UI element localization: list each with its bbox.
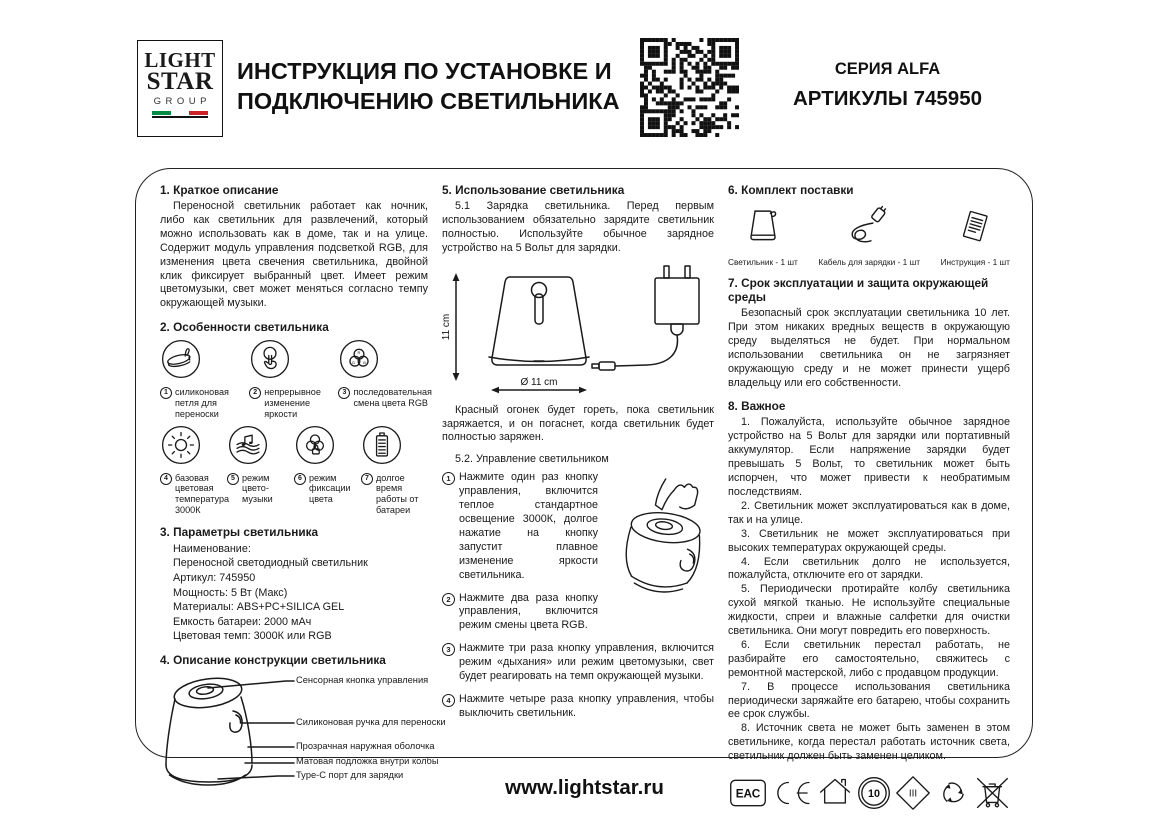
sun-icon <box>160 453 202 470</box>
important-item: 5. Периодически протирайте колбу светильника сухой мягкой тканью. Не используйте специальные жидкости, спреи и влажные салфетки для очистки светильника. Они могут повредить его поверхность. <box>728 583 1010 638</box>
parameter-line: Материалы: ABS+PC+SILICA GEL <box>173 601 345 614</box>
kit-item <box>728 203 798 267</box>
lamp-with-charger-drawing <box>442 264 714 398</box>
construction-label: Сенсорная кнопка управления <box>296 674 429 685</box>
features-row-1 <box>160 338 432 419</box>
finger-press-illustration <box>606 473 718 623</box>
kit-item-label: Инструкция - 1 шт <box>940 257 1010 267</box>
logo-text: STAR <box>146 68 214 95</box>
step-text: Нажмите три раза кнопку управления, включится режим «дыхания» или режим цветомузыки, свет будет реагировать на темп окружающей музыки. <box>459 642 714 683</box>
important-item: 6. Если светильник перестал работать, не разбирайте его самостоятельно, свяжитесь с ремонтной мастерской, либо с продавцом продукции. <box>728 638 1010 679</box>
feature-label: базовая цветовая температура 3000К <box>175 472 230 516</box>
section-heading: 1. Краткое описание <box>160 183 279 197</box>
feature-item <box>294 424 361 516</box>
feature-item <box>160 338 249 419</box>
control-step <box>442 471 598 582</box>
feature-number: 7 <box>361 473 373 485</box>
column-2 <box>442 183 714 745</box>
construction-label: Прозрачная наружная оболочка <box>296 740 435 751</box>
important-item: 4. Если светильник долго не используется, пожалуйста, отключите его от зарядки. <box>728 555 1010 582</box>
article-number: АРТИКУЛЫ 745950 <box>792 87 982 110</box>
important-item: 8. Источник света не может быть заменен в этом светильнике, когда перестал работать источник света, светильник должен быть заменен целиком. <box>728 722 1010 763</box>
svg-text:10: 10 <box>867 788 880 801</box>
step-number: 4 <box>442 694 455 707</box>
website-url: www.lightstar.ru <box>505 776 664 799</box>
italian-flag-stripe <box>152 111 208 118</box>
parameter-line: Наименование: <box>173 542 251 555</box>
construction-label: Матовая подложка внутри колбы <box>296 755 439 766</box>
kit-item-label: Светильник - 1 шт <box>728 257 798 267</box>
charge-cable-icon <box>844 236 894 253</box>
section-heading: 3. Параметры светильника <box>160 524 319 539</box>
section-body: Безопасный срок эксплуатации светильника 10 лет. При этом никаких вредных веществ в окружающую среду выделяться не будет. При нормальном использовании светильника он не загрязняет окружающую среду и не может принести ущерб владельцу или его собственности. <box>728 307 1010 389</box>
important-list <box>728 416 1010 764</box>
kit-item <box>941 205 1010 267</box>
color-lock-icon <box>294 453 336 470</box>
feature-item <box>361 424 428 516</box>
page-title-line2: ПОДКЛЮЧЕНИЮ СВЕТИЛЬНИКА <box>237 88 620 114</box>
feature-item <box>338 338 432 419</box>
feature-number: 6 <box>294 473 306 485</box>
important-item: 7. В процессе использования светильника периодически заряжайте его батарею, чтобы сохранить ее срок службы. <box>728 680 1010 721</box>
section-body: Переносной светильник работает как ночник, либо как светильник для развлечений, который можно использовать как в доме, так и на улице. Содержит модуль управления подсветкой RGB, для изменения цвета свечения светильника, двойной клик фиксирует выбранный цвет. Имеет режим цветомузыки, свет может меняться согласно темпу окружающей музыки. <box>160 200 428 310</box>
kit-item <box>818 203 920 267</box>
section-heading: 6. Комплект поставки <box>728 183 854 197</box>
feature-label: режим цвето-музыки <box>242 472 273 505</box>
section-usage <box>442 183 714 721</box>
section-heading: 4. Описание конструкции светильника <box>160 652 386 667</box>
svg-text:III: III <box>909 788 918 800</box>
charging-diagram <box>442 264 714 398</box>
height-dimension: 11 cm <box>442 313 452 340</box>
feature-item <box>249 338 338 419</box>
control-subheading: 5.2. Управление светильником <box>455 453 609 466</box>
manual-icon <box>953 236 997 253</box>
feature-number: 4 <box>160 473 172 485</box>
control-step <box>442 642 714 684</box>
feature-label: непрерывное изменение яркости <box>264 387 321 419</box>
brightness-press-icon <box>249 367 291 384</box>
charging-paragraph: 5.1 Зарядка светильника. Перед первым использованием обязательно зарядите светильник полностью. Используйте обычное зарядное устройство на 5 Вольт для зарядки. <box>442 200 714 254</box>
step-text: Нажмите два раза кнопку управления, включится режим смены цвета RGB. <box>459 591 598 632</box>
battery-icon <box>361 453 403 470</box>
music-mode-icon <box>227 453 269 470</box>
parameter-line: Цветовая темп: 3000К или RGB <box>173 630 332 643</box>
parameter-line: Емкость батареи: 2000 мАч <box>173 615 312 628</box>
step-text: Нажмите четыре раза кнопку управления, чтобы выключить светильник. <box>459 692 714 719</box>
section-heading: 7. Срок эксплуатации и защита окружающей среды <box>728 276 989 304</box>
control-step <box>442 693 714 721</box>
kit-items <box>728 203 1010 267</box>
construction-label: Type-C порт для зарядки <box>296 769 404 780</box>
svg-text:ЕАС: ЕАС <box>735 786 761 801</box>
step-number: 1 <box>442 472 455 485</box>
section-important <box>728 399 1010 764</box>
section-heading: 2. Особенности светильника <box>160 320 329 335</box>
parameter-line: Переносной светодиодный светильник <box>173 557 368 570</box>
step-number: 3 <box>442 643 455 656</box>
svg-text:G: G <box>352 360 356 366</box>
feature-label: последовательная смена цвета RGB <box>353 387 432 409</box>
section-heading: 8. Важное <box>728 399 786 414</box>
step-number: 2 <box>442 593 455 606</box>
lightstar-logo <box>137 40 223 137</box>
section-package-contents <box>728 183 1010 267</box>
feature-number: 5 <box>227 473 239 485</box>
page-title-line1: ИНСТРУКЦИЯ ПО УСТАНОВКЕ И <box>237 58 612 84</box>
important-item: 3. Светильник не может эксплуатироваться при высоких температурах окружающей среды. <box>728 527 1010 554</box>
logo-text: GROUP <box>153 96 211 107</box>
column-1 <box>160 183 446 780</box>
logo-text: LIGHT <box>144 48 216 72</box>
section-short-description <box>160 183 428 311</box>
features-row-2 <box>160 424 428 516</box>
series-block <box>760 60 1015 111</box>
diameter-dimension: Ø 11 cm <box>520 376 558 388</box>
carry-loop-icon <box>160 367 202 384</box>
svg-text:B: B <box>363 360 367 366</box>
construction-label: Силиконовая ручка для переноски <box>296 716 446 727</box>
lamp-icon <box>740 236 786 253</box>
svg-text:R: R <box>358 350 361 355</box>
feature-number: 3 <box>338 387 350 399</box>
series-label: СЕРИЯ ALFA <box>834 60 941 78</box>
parameters-list <box>160 542 428 644</box>
feature-number: 2 <box>249 387 261 399</box>
feature-label: силиконовая петля для переноски <box>175 387 229 419</box>
control-steps <box>442 471 714 721</box>
feature-item <box>160 424 230 516</box>
section-heading: 5. Использование светильника <box>442 183 625 197</box>
feature-item <box>227 424 294 516</box>
important-item: 2. Светильник может эксплуатироваться как в доме, так и на улице. <box>728 499 1010 526</box>
parameter-line: Мощность: 5 Вт (Макс) <box>173 586 288 599</box>
step-text: Нажмите один раз кнопку управления, включится теплое стандартное освещение 3000К, долгое нажатие на кнопку запустит плавное изменение яркости светильника. <box>459 471 598 581</box>
section-features <box>160 320 432 516</box>
column-3 <box>728 183 1010 801</box>
rgb-cycle-icon <box>338 350 380 384</box>
charging-indicator-note: Красный огонек будет гореть, пока светильник заряжается, и он погаснет, когда светильник будет полностью заряжен. <box>442 403 714 444</box>
parameter-line: Артикул: 745950 <box>173 572 256 585</box>
page-title <box>237 56 637 116</box>
control-step <box>442 592 598 634</box>
feature-number: 1 <box>160 387 172 399</box>
feature-label: режим фиксации цвета <box>309 472 351 505</box>
feature-label: долгое время работы от батареи <box>376 472 419 516</box>
kit-item-label: Кабель для зарядки - 1 шт <box>818 257 921 267</box>
qr-code <box>640 38 739 137</box>
section-parameters <box>160 525 428 644</box>
important-item: 1. Пожалуйста, используйте обычное зарядное устройство на 5 Вольт для зарядки или портативный аккумулятор. Если напряжение зарядки будет превышать 5 Вольт, то светильник может быть испорчен, что может привести к необратимым последствиям. <box>728 416 1010 498</box>
section-lifetime <box>728 276 1010 390</box>
